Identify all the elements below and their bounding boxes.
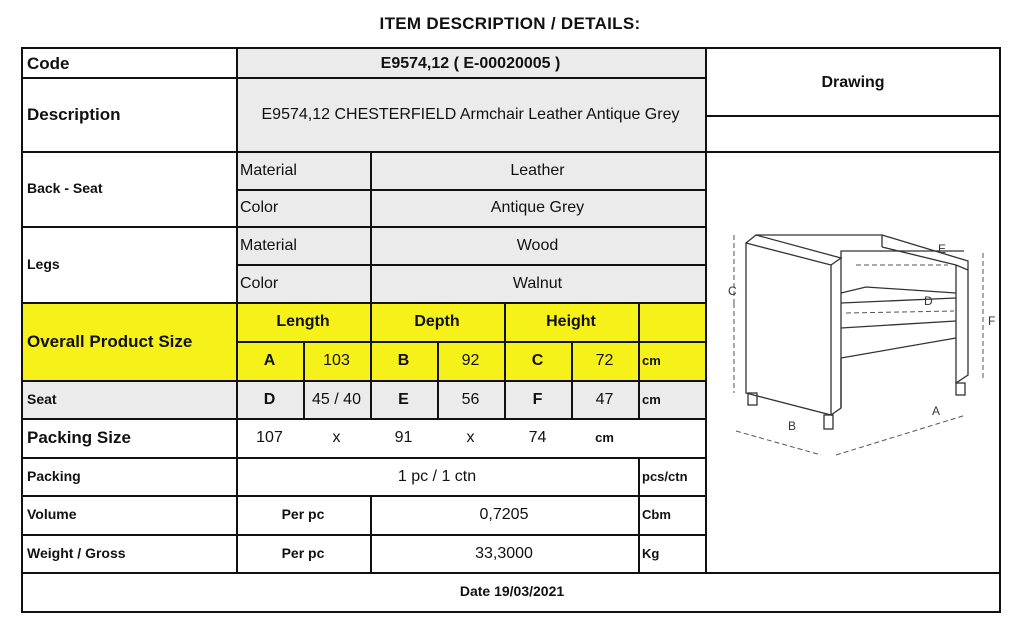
dim-a-letter: A (263, 352, 276, 369)
packing-unit: pcs/ctn (642, 468, 688, 484)
volume-unit: Cbm (642, 507, 671, 522)
overall-size-label: Overall Product Size (27, 331, 193, 351)
legs-color-label: Color (240, 274, 279, 292)
dim-f-letter: F (532, 390, 543, 408)
volume-per: Per pc (281, 506, 325, 522)
drawing-letter-d: D (924, 294, 933, 308)
volume-label: Volume (27, 506, 77, 522)
armchair-drawing (706, 153, 1001, 573)
overall-unit: cm (642, 353, 661, 368)
packing-label: Packing (27, 467, 81, 484)
dim-e-value: 56 (461, 390, 480, 408)
drawing-letter-c: C (728, 284, 737, 298)
volume-value: 0,7205 (479, 506, 529, 523)
depth-label: Depth (414, 313, 460, 330)
drawing-letter-f: F (988, 314, 996, 328)
description-label: Description (27, 104, 121, 124)
packing-x2: x (466, 429, 475, 446)
packing-value: 1 pc / 1 ctn (397, 467, 477, 485)
code-label: Code (27, 53, 70, 73)
back-seat-material-label: Material (240, 161, 297, 179)
weight-unit: Kg (642, 545, 660, 561)
legs-material-label: Material (240, 236, 297, 254)
page-title: ITEM DESCRIPTION / DETAILS: (379, 14, 641, 33)
date: Date 19/03/2021 (459, 583, 565, 599)
back-seat-color-label: Color (240, 199, 279, 216)
dim-f-value: 47 (595, 390, 614, 408)
dim-b-value: 92 (461, 352, 480, 369)
leg-back-right (956, 383, 965, 395)
packing-length: 107 (256, 429, 283, 446)
dim-c-value: 72 (595, 352, 614, 369)
packing-height: 74 (528, 429, 547, 446)
dim-d-letter: D (263, 390, 276, 408)
legs-material: Wood (516, 236, 559, 254)
leg-front-right (824, 415, 833, 429)
seat-label: Seat (27, 390, 57, 407)
spec-sheet (21, 47, 1001, 613)
weight-label: Weight / Gross (27, 544, 126, 561)
back-seat-material: Leather (510, 161, 565, 179)
code-value: E9574,12 ( E-00020005 ) (380, 54, 561, 72)
weight-value: 33,3000 (475, 544, 533, 562)
weight-per: Per pc (281, 544, 325, 561)
packing-size-label: Packing Size (27, 428, 131, 447)
drawing-letter-e: E (938, 242, 947, 256)
description-value: E9574,12 CHESTERFIELD Armchair Leather Antique Grey (261, 105, 680, 123)
dim-b-letter: B (397, 352, 410, 369)
legs-label: Legs (27, 255, 60, 272)
arm-front-face (746, 243, 831, 415)
legs-color: Walnut (512, 274, 563, 292)
dim-c-letter: C (531, 352, 544, 369)
length-label: Length (276, 313, 330, 330)
height-label: Height (546, 313, 596, 330)
back-seat-label: Back - Seat (27, 180, 103, 196)
packing-size-unit: cm (595, 430, 614, 445)
dim-d-value: 45 / 40 (312, 390, 361, 408)
dim-e-letter: E (398, 390, 409, 408)
seat-unit: cm (642, 391, 661, 407)
packing-width: 91 (394, 429, 413, 446)
drawing-label: Drawing (821, 73, 885, 91)
back-seat-color: Antique Grey (490, 199, 585, 216)
drawing-letter-b: B (788, 419, 797, 433)
packing-x1: x (332, 429, 341, 446)
drawing-letter-a: A (932, 404, 941, 418)
dim-a-value: 103 (323, 352, 350, 369)
